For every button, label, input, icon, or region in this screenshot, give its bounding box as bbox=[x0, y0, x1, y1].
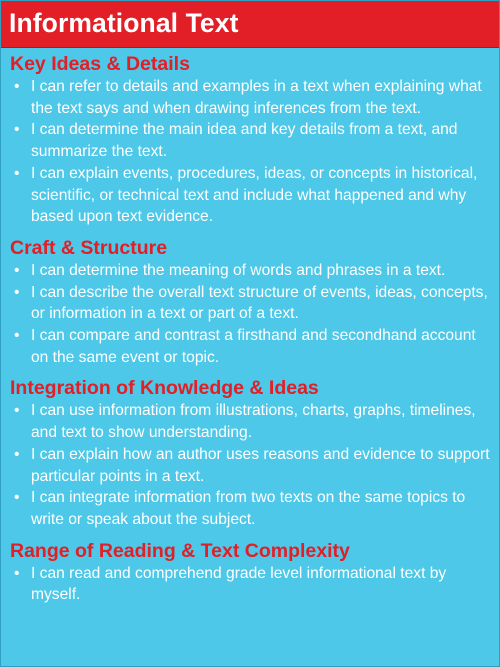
section-range-of-reading bbox=[1, 539, 499, 606]
bullet-icon: • bbox=[14, 78, 20, 95]
section-title: Craft & Structure bbox=[10, 236, 168, 259]
bullet-icon: • bbox=[14, 445, 20, 463]
bullet-icon: • bbox=[14, 489, 20, 507]
bullet-icon: • bbox=[14, 564, 20, 582]
item-text: I can compare and contrast a firsthand and secondhand account on the same event or topic. bbox=[31, 327, 476, 366]
section-title: Key Ideas & Details bbox=[10, 53, 190, 75]
list-item bbox=[1, 76, 499, 119]
list-item bbox=[1, 400, 499, 443]
item-list bbox=[1, 563, 499, 606]
item-text: I can determine the meaning of words and phrases in a text. bbox=[31, 261, 446, 279]
item-list bbox=[1, 400, 499, 530]
section-craft-structure bbox=[1, 236, 499, 369]
bullet-icon: • bbox=[14, 121, 20, 139]
item-text: I can integrate information from two texts on the same topics to write or speak about the subject. bbox=[31, 489, 466, 528]
item-text: I can read and comprehend grade level informational text by myself. bbox=[31, 564, 447, 604]
list-item bbox=[1, 487, 499, 530]
bullet-icon: • bbox=[14, 402, 20, 420]
list-item bbox=[1, 563, 499, 606]
item-text: I can determine the main idea and key details from a text, and summarize the text. bbox=[31, 121, 458, 161]
bullet-icon: • bbox=[14, 327, 20, 345]
item-text: I can refer to details and examples in a text when explaining what the text says and when drawing inferences from the text. bbox=[31, 78, 482, 117]
bullet-icon: • bbox=[14, 261, 20, 279]
item-list bbox=[1, 260, 499, 369]
item-text: I can explain how an author uses reasons and evidence to support particular points in a text. bbox=[31, 445, 490, 485]
page-title: Informational Text bbox=[9, 8, 239, 38]
section-key-ideas bbox=[1, 52, 499, 228]
item-list bbox=[1, 76, 499, 228]
item-text: I can explain events, procedures, ideas, or concepts in historical, scientific, or technical text and include what happened and why based upon text evidence. bbox=[31, 164, 478, 226]
item-text: I can use information from illustrations, charts, graphs, timelines, and text to show understanding. bbox=[31, 402, 476, 442]
bullet-icon: • bbox=[14, 164, 20, 182]
item-text: I can describe the overall text structure of events, ideas, concepts, or information in a text or part of a text. bbox=[31, 283, 488, 323]
list-item bbox=[1, 260, 499, 282]
list-item bbox=[1, 163, 499, 228]
list-item bbox=[1, 282, 499, 325]
list-item bbox=[1, 119, 499, 162]
list-item bbox=[1, 444, 499, 487]
section-title: Range of Reading & Text Complexity bbox=[10, 539, 350, 562]
section-integration bbox=[1, 376, 499, 530]
header-bar bbox=[1, 1, 499, 48]
section-title: Integration of Knowledge & Ideas bbox=[10, 377, 319, 400]
bullet-icon: • bbox=[14, 283, 20, 301]
content-area bbox=[1, 48, 499, 606]
list-item bbox=[1, 325, 499, 368]
